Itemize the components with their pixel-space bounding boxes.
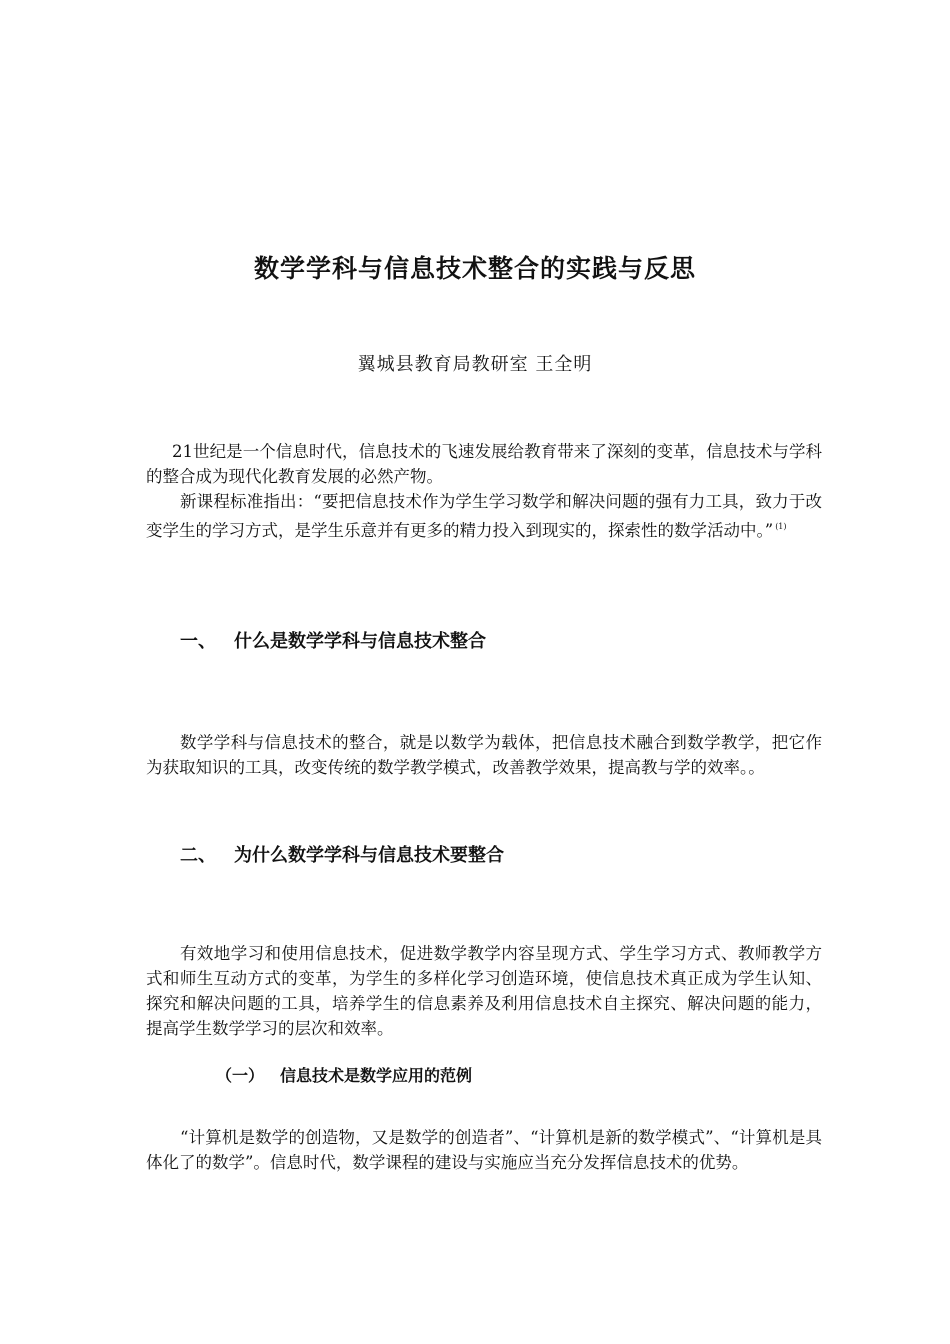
intro-paragraph-1: 21世纪是一个信息时代，信息技术的飞速发展给教育带来了深刻的变革，信息技术与学科的整合成为现代化教育发展的必然产物。 (146, 442, 822, 486)
section-2-number: 二、 (180, 845, 216, 866)
subsection-1-number: （一） (216, 1066, 265, 1085)
subsection-1-body: “计算机是数学的创造物，又是数学的创造者”、“计算机是新的数学模式”、“计算机是具体化了的数学”。信息时代，数学课程的建设与实施应当充分发挥信息技术的优势。 (146, 1128, 822, 1172)
author-line: 翼城县教育局教研室 王全明 (357, 354, 593, 375)
section-2-body: 有效地学习和使用信息技术，促进数学教学内容呈现方式、学生学习方式、教师教学方式和师生互动方式的变革，为学生的多样化学习创造环境，使信息技术真正成为学生认知、探究和解决问题的工具，培养学生的信息素养及利用信息技术自主探究、解决问题的能力，提高学生数学学习的层次和效率。 (146, 944, 822, 1038)
subsection-1-heading-text: 信息技术是数学应用的范例 (280, 1066, 473, 1085)
footnote-marker: (1) (775, 522, 787, 531)
section-1-heading (180, 629, 486, 655)
intro-paragraph-2 (146, 489, 822, 543)
section-2-heading (180, 843, 504, 869)
document-title: 数学学科与信息技术整合的实践与反思 (253, 254, 696, 283)
section-2-heading-text: 为什么数学学科与信息技术要整合 (234, 845, 504, 866)
intro-paragraph-2-text: 新课程标准指出：“要把信息技术作为学生学习数学和解决问题的强有力工具，致力于改变学生的学习方式，是学生乐意并有更多的精力投入到现实的，探索性的数学活动中。” (146, 492, 822, 540)
section-1-number: 一、 (180, 631, 216, 652)
section-1-heading-text: 什么是数学学科与信息技术整合 (234, 631, 486, 652)
section-1-body: 数学学科与信息技术的整合，就是以数学为载体，把信息技术融合到数学教学，把它作为获取知识的工具，改变传统的数学教学模式，改善教学效果，提高教与学的效率。。 (146, 733, 822, 777)
subsection-1-heading (216, 1064, 472, 1088)
